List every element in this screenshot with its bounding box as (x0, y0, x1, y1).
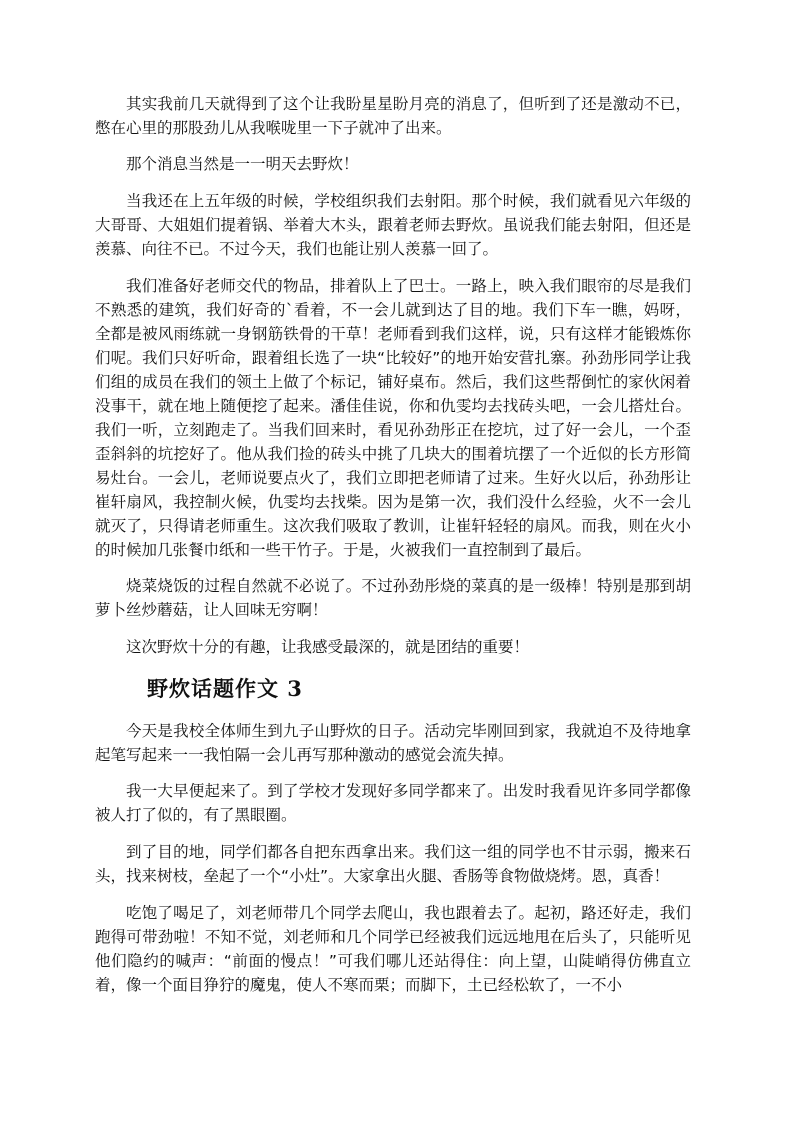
paragraph: 我们准备好老师交代的物品，排着队上了巴士。一路上，映入我们眼帘的尽是我们不熟悉的建筑，我们好奇的`看着，不一会儿就到达了目的地。我们下车一瞧，妈呀，全都是被风雨练就一身钢筋铁骨的干草！老师看到我们这样，说，只有这样才能锻炼你们呢。我们只好听命，跟着组长选了一块“比较好”的地开始安营扎寨。孙劲彤同学让我们组的成员在我们的领土上做了个标记，铺好桌布。然后，我们这些帮倒忙的家伙闲着没事干，就在地上随便挖了起来。潘佳佳说，你和仇雯均去找砖头吧，一会儿搭灶台。我们一听，立刻跑走了。当我们回来时，看见孙劲彤正在挖坑，过了好一会儿，一个歪歪斜斜的坑挖好了。他从我们捡的砖头中挑了几块大的围着坑摆了一个近似的长方形简易灶台。一会儿，老师说要点火了，我们立即把老师请了过来。生好火以后，孙劲彤让崔轩扇风，我控制火候，仇雯均去找柴。因为是第一次，我们没什么经验，火不一会儿就灭了，只得请老师重生。这次我们吸取了教训，让崔轩轻轻的扇风。而我，则在火小的时候加几张餐巾纸和一些干竹子。于是，火被我们一直控制到了最后。 (95, 277, 691, 559)
paragraph: 今天是我校全体师生到九子山野炊的日子。活动完毕刚回到家，我就迫不及待地拿起笔写起来一一我怕隔一会儿再写那种激动的感觉会流失掉。 (95, 722, 691, 764)
paragraph: 到了目的地，同学们都各自把东西拿出来。我们这一组的同学也不甘示弱，搬来石头，找来树枝，垒起了一个“小灶”。大家拿出火腿、香肠等食物做烧烤。恩，真香！ (95, 843, 691, 885)
paragraph: 其实我前几天就得到了这个让我盼星星盼月亮的消息了，但听到了还是激动不已，憋在心里的那股劲儿从我喉咙里一下子就冲了出来。 (95, 95, 691, 137)
paragraph: 烧菜烧饭的过程自然就不必说了。不过孙劲彤烧的菜真的是一级棒！特别是那到胡萝卜丝炒蘑菇，让人回味无穷啊！ (95, 577, 691, 619)
paragraph: 我一大早便起来了。到了学校才发现好多同学都来了。出发时我看见许多同学都像被人打了似的，有了黑眼圈。 (95, 782, 691, 824)
document-page (95, 92, 691, 997)
paragraph: 当我还在上五年级的时候，学校组织我们去射阳。那个时候，我们就看见六年级的大哥哥、大姐姐们提着锅、举着大木头，跟着老师去野炊。虽说我们能去射阳，但还是羡慕、向往不已。不过今天，我们也能让别人羡慕一回了。 (95, 192, 691, 258)
paragraph: 这次野炊十分的有趣，让我感受最深的，就是团结的重要！ (126, 638, 530, 656)
paragraph: 那个消息当然是一一明天去野炊！ (126, 155, 359, 173)
section-heading: 野炊话题作文 3 (147, 676, 303, 701)
paragraph: 吃饱了喝足了，刘老师带几个同学去爬山，我也跟着去了。起初，路还好走，我们跑得可带劲啦！不知不觉，刘老师和几个同学已经被我们远远地甩在后头了，只能听见他们隐约的喊声：“前面的慢点！”可我们哪儿还站得住：向上望，山陡峭得仿佛直立着，像一个面目狰狞的魔鬼，使人不寒而栗；而脚下，土已经松软了，一不小 (95, 904, 691, 994)
